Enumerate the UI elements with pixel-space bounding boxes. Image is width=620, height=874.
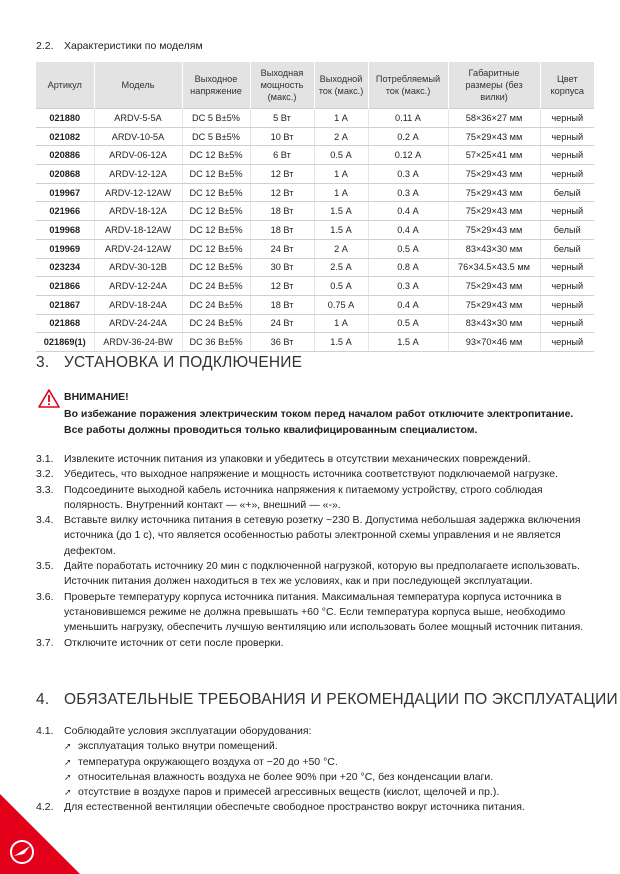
- table-cell: 6 Вт: [250, 146, 314, 165]
- table-cell: 0.5 А: [314, 277, 368, 296]
- table-cell: черный: [540, 258, 594, 277]
- item-number: 3.7.: [36, 636, 54, 649]
- table-cell: DC 24 В±5%: [182, 277, 250, 296]
- item-text: Соблюдайте условия эксплуатации оборудования:: [64, 725, 312, 737]
- list-item: [36, 452, 596, 467]
- bullet-text: эксплуатация только внутри помещений.: [78, 740, 278, 753]
- list-item: [36, 513, 596, 559]
- table-cell: белый: [540, 221, 594, 240]
- table-cell: 18 Вт: [250, 221, 314, 240]
- warning-line: Все работы должны проводиться только квалифицированным специалистом.: [64, 423, 478, 436]
- bullet-list: [64, 739, 596, 800]
- list-item: [36, 724, 596, 739]
- table-cell: 57×25×41 мм: [448, 146, 540, 165]
- article-cell: 020868: [36, 165, 94, 184]
- article-cell: 021869(1): [36, 333, 94, 352]
- item-number: 3.4.: [36, 514, 54, 527]
- warning-text: [64, 407, 604, 438]
- table-cell: DC 12 В±5%: [182, 221, 250, 240]
- table-cell: 0.5 А: [314, 146, 368, 165]
- table-cell: 1 А: [314, 183, 368, 202]
- table-cell: черный: [540, 333, 594, 352]
- table-cell: 0.3 А: [368, 183, 448, 202]
- table-cell: 0.11 А: [368, 109, 448, 128]
- article-cell: 021868: [36, 314, 94, 333]
- table-cell: 18 Вт: [250, 202, 314, 221]
- arrow-bullet-icon: ➚: [64, 771, 72, 782]
- bullet-text: температура окружающего воздуха от −20 до +50 °С.: [78, 755, 338, 768]
- article-cell: 021866: [36, 277, 94, 296]
- column-header: Габаритные размеры (без вилки): [448, 62, 540, 109]
- table-cell: 75×29×43 мм: [448, 127, 540, 146]
- section-number: 3.: [36, 354, 50, 371]
- section-number: 4.: [36, 691, 50, 708]
- table-row: [36, 127, 594, 146]
- table-cell: ARDV-18-12AW: [94, 221, 182, 240]
- table-cell: 5 Вт: [250, 109, 314, 128]
- table-cell: черный: [540, 314, 594, 333]
- table-cell: 76×34.5×43.5 мм: [448, 258, 540, 277]
- table-cell: 1 А: [314, 165, 368, 184]
- table-cell: 24 Вт: [250, 314, 314, 333]
- table-row: [36, 239, 594, 258]
- table-cell: 10 Вт: [250, 127, 314, 146]
- article-cell: 021867: [36, 295, 94, 314]
- table-cell: DC 24 В±5%: [182, 314, 250, 333]
- table-row: [36, 221, 594, 240]
- item-text: Дайте поработать источнику 20 мин с подключенной нагрузкой, которую вы предполагаете использовать. Источник питания должен находиться в тех же условиях, как и при последующей эксплуатации.: [64, 560, 580, 588]
- item-text: Отключите источник от сети после проверки.: [64, 636, 284, 649]
- warning-line: Во избежание поражения электрическим током перед началом работ отключите электропитание.: [64, 408, 574, 420]
- article-cell: 021082: [36, 127, 94, 146]
- table-cell: 0.5 А: [368, 314, 448, 333]
- arrow-bullet-icon: ➚: [64, 787, 72, 798]
- table-cell: DC 36 В±5%: [182, 333, 250, 352]
- table-cell: 24 Вт: [250, 239, 314, 258]
- warning-title: ВНИМАНИЕ!: [64, 391, 129, 403]
- column-header: Потребляемый ток (макс.): [368, 62, 448, 109]
- table-cell: ARDV-10-5A: [94, 127, 182, 146]
- table-cell: 12 Вт: [250, 277, 314, 296]
- table-header-row: [36, 62, 594, 109]
- bullet-text: отсутствие в воздухе паров и примесей агрессивных веществ (кислот, щелочей и пр.).: [78, 786, 500, 799]
- table-cell: черный: [540, 277, 594, 296]
- table-cell: 0.2 А: [368, 127, 448, 146]
- table-cell: 75×29×43 мм: [448, 183, 540, 202]
- table-cell: 75×29×43 мм: [448, 202, 540, 221]
- table-cell: 30 Вт: [250, 258, 314, 277]
- table-cell: ARDV-12-12A: [94, 165, 182, 184]
- table-cell: 0.75 А: [314, 295, 368, 314]
- table-cell: DC 24 В±5%: [182, 295, 250, 314]
- models-table: [36, 62, 594, 352]
- table-cell: 83×43×30 мм: [448, 314, 540, 333]
- table-cell: 18 Вт: [250, 295, 314, 314]
- table-cell: белый: [540, 183, 594, 202]
- column-header: Цвет корпуса: [540, 62, 594, 109]
- table-cell: 36 Вт: [250, 333, 314, 352]
- table-cell: DC 12 В±5%: [182, 183, 250, 202]
- table-cell: 0.4 А: [368, 202, 448, 221]
- table-row: [36, 165, 594, 184]
- item-text: Извлеките источник питания из упаковки и убедитесь в отсутствии механических повреждений.: [64, 453, 531, 465]
- table-cell: 2 А: [314, 239, 368, 258]
- table-cell: DC 12 В±5%: [182, 239, 250, 258]
- article-cell: 021880: [36, 109, 94, 128]
- table-cell: 1.5 А: [314, 333, 368, 352]
- table-cell: черный: [540, 165, 594, 184]
- table-cell: 1 А: [314, 109, 368, 128]
- table-cell: 83×43×30 мм: [448, 239, 540, 258]
- section-title: Характеристики по моделям: [64, 40, 203, 52]
- table-cell: черный: [540, 127, 594, 146]
- table-cell: ARDV-06-12A: [94, 146, 182, 165]
- item-text: Подсоедините выходной кабель источника напряжения к питаемому устройству, строго соблюдая полярность. Внутренний контакт — «+», внешний — «-».: [64, 483, 543, 511]
- table-cell: черный: [540, 109, 594, 128]
- table-cell: DC 12 В±5%: [182, 165, 250, 184]
- item-number: 4.1.: [36, 725, 54, 737]
- bullet-item: [64, 785, 596, 800]
- bullet-item: [64, 770, 596, 785]
- list-item: [36, 483, 596, 514]
- table-cell: 0.3 А: [368, 277, 448, 296]
- table-cell: 0.3 А: [368, 165, 448, 184]
- item-number: 4.2.: [36, 801, 54, 814]
- table-cell: ARDV-30-12B: [94, 258, 182, 277]
- table-cell: ARDV-24-24A: [94, 314, 182, 333]
- column-header: Модель: [94, 62, 182, 109]
- bullet-item: [64, 755, 596, 770]
- table-row: [36, 146, 594, 165]
- table-cell: ARDV-18-12A: [94, 202, 182, 221]
- table-row: [36, 183, 594, 202]
- table-cell: 12 Вт: [250, 183, 314, 202]
- table-cell: DC 12 В±5%: [182, 258, 250, 277]
- item-number: 3.6.: [36, 590, 54, 603]
- item-text: Вставьте вилку источника питания в сетевую розетку ~230 В. Допустима небольшая задержка включения источника (до 1 с), что является особенностью работы электронной схемы управления и не является дефектом.: [64, 514, 581, 557]
- table-cell: 0.8 А: [368, 258, 448, 277]
- table-row: [36, 202, 594, 221]
- section-4-heading: [36, 691, 618, 709]
- section-title: ОБЯЗАТЕЛЬНЫЕ ТРЕБОВАНИЯ И РЕКОМЕНДАЦИИ ПО ЭКСПЛУАТАЦИИ: [64, 691, 618, 708]
- table-cell: DC 12 В±5%: [182, 202, 250, 221]
- table-row: [36, 258, 594, 277]
- section-4-list: [36, 724, 596, 816]
- table-cell: 1.5 А: [314, 221, 368, 240]
- table-cell: DC 12 В±5%: [182, 146, 250, 165]
- table-cell: 0.12 А: [368, 146, 448, 165]
- table-cell: DC 5 В±5%: [182, 127, 250, 146]
- table-cell: 93×70×46 мм: [448, 333, 540, 352]
- section-3-heading: [36, 354, 302, 372]
- column-header: Выходной ток (макс.): [314, 62, 368, 109]
- table-body: [36, 109, 594, 352]
- brand-corner-logo-icon: [0, 794, 80, 874]
- table-cell: ARDV-24-12AW: [94, 239, 182, 258]
- table-cell: 75×29×43 мм: [448, 295, 540, 314]
- section-title: УСТАНОВКА И ПОДКЛЮЧЕНИЕ: [64, 354, 303, 371]
- table-cell: ARDV-12-24A: [94, 277, 182, 296]
- article-cell: 019968: [36, 221, 94, 240]
- table-cell: 75×29×43 мм: [448, 221, 540, 240]
- table-cell: 58×36×27 мм: [448, 109, 540, 128]
- table-cell: 75×29×43 мм: [448, 277, 540, 296]
- table-cell: черный: [540, 202, 594, 221]
- list-item: [36, 800, 596, 815]
- item-number: 3.3.: [36, 483, 54, 496]
- column-header: Выходное напряжение: [182, 62, 250, 109]
- table-row: [36, 109, 594, 128]
- table-cell: 2 А: [314, 127, 368, 146]
- table-cell: 12 Вт: [250, 165, 314, 184]
- section-2-2-heading: [36, 40, 203, 52]
- section-3-list: [36, 452, 596, 651]
- column-header: Артикул: [36, 62, 94, 109]
- table-cell: ARDV-18-24A: [94, 295, 182, 314]
- table-cell: ARDV-5-5A: [94, 109, 182, 128]
- item-number: 3.5.: [36, 560, 54, 573]
- arrow-bullet-icon: ➚: [64, 756, 72, 767]
- table-cell: 2.5 А: [314, 258, 368, 277]
- table-cell: белый: [540, 239, 594, 258]
- arrow-bullet-icon: ➚: [64, 741, 72, 752]
- list-item: [36, 559, 596, 590]
- list-item: [36, 467, 596, 482]
- table-row: [36, 295, 594, 314]
- table-cell: черный: [540, 295, 594, 314]
- table-cell: 1.5 А: [368, 333, 448, 352]
- article-cell: 021966: [36, 202, 94, 221]
- article-cell: 023234: [36, 258, 94, 277]
- list-item: [36, 590, 596, 636]
- table-cell: 0.5 А: [368, 239, 448, 258]
- table-cell: 75×29×43 мм: [448, 165, 540, 184]
- article-cell: 020886: [36, 146, 94, 165]
- table-cell: 0.4 А: [368, 295, 448, 314]
- table-cell: 1.5 А: [314, 202, 368, 221]
- table-cell: DC 5 В±5%: [182, 109, 250, 128]
- table-row: [36, 314, 594, 333]
- list-item: [36, 636, 596, 651]
- table-cell: ARDV-36-24-BW: [94, 333, 182, 352]
- table-row: [36, 333, 594, 352]
- item-text: Убедитесь, что выходное напряжение и мощность источника соответствуют подключаемой нагрузке.: [64, 468, 558, 481]
- item-number: 3.2.: [36, 468, 54, 481]
- article-cell: 019969: [36, 239, 94, 258]
- item-number: 3.1.: [36, 453, 54, 465]
- table-cell: ARDV-12-12AW: [94, 183, 182, 202]
- item-text: Для естественной вентиляции обеспечьте свободное пространство вокруг источника питания.: [64, 801, 525, 814]
- bullet-item: [64, 739, 596, 754]
- item-text: Проверьте температуру корпуса источника питания. Максимальная температура корпуса источника в установившемся режиме не должна превышать +60 °С. Если температура корпуса выше, необходимо уменьшить нагрузку, обеспечить лучшую вентиляцию или использовать более мощный источник питания.: [64, 590, 584, 634]
- table-cell: черный: [540, 146, 594, 165]
- column-header: Выходная мощность (макс.): [250, 62, 314, 109]
- table-cell: 0.4 А: [368, 221, 448, 240]
- warning-icon: [38, 389, 60, 408]
- article-cell: 019967: [36, 183, 94, 202]
- bullet-text: относительная влажность воздуха не более 90% при +20 °С, без конденсации влаги.: [78, 770, 494, 783]
- section-number: 2.2.: [36, 40, 54, 52]
- table-row: [36, 277, 594, 296]
- table-cell: 1 А: [314, 314, 368, 333]
